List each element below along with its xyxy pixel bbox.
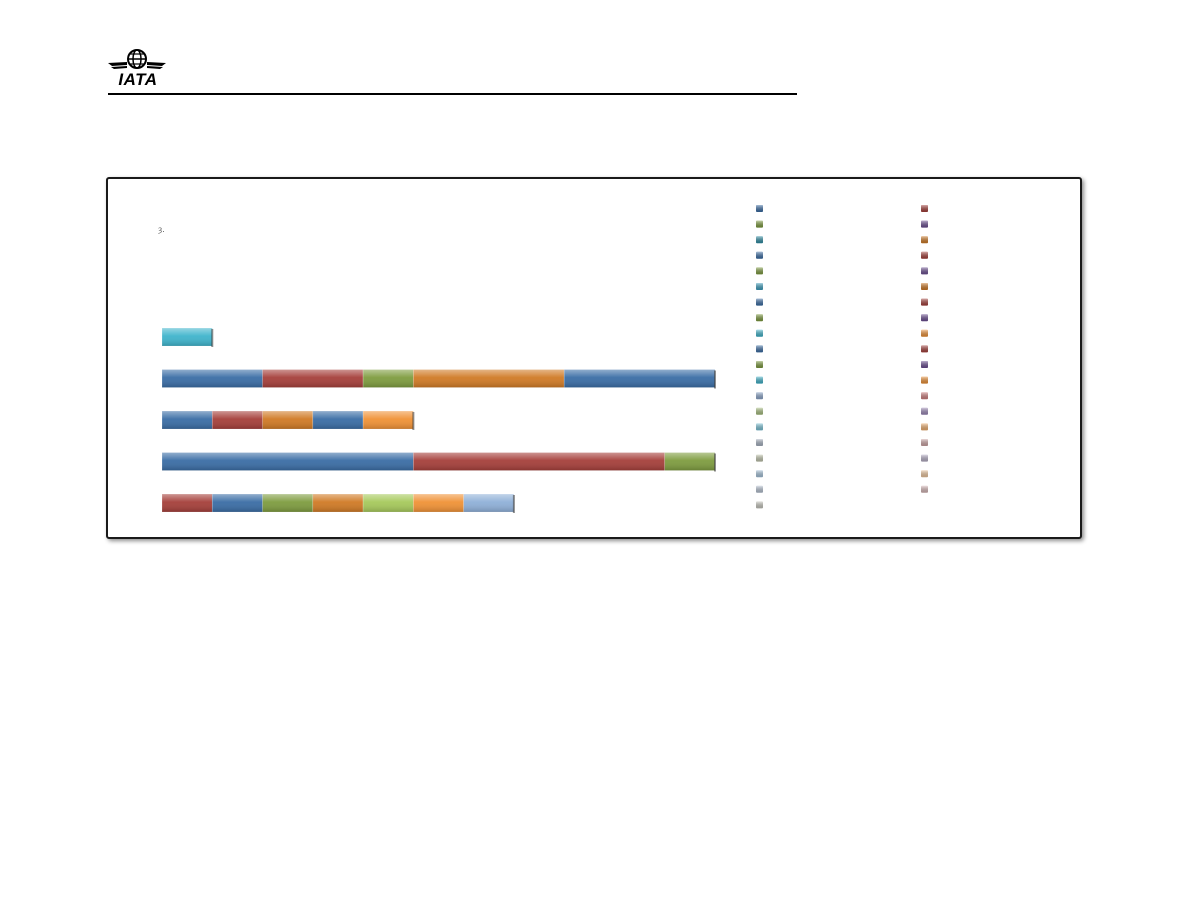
bar-row-1 — [162, 328, 213, 347]
legend-marker-gloss — [756, 330, 763, 337]
legend-marker-gloss — [756, 252, 763, 259]
legend-marker-gloss — [921, 377, 928, 384]
bar-segment-gloss — [313, 494, 363, 512]
bar-segment-gloss — [363, 494, 413, 512]
bar-segment-gloss — [313, 411, 363, 429]
legend-marker-gloss — [921, 470, 928, 477]
bar-segment-gloss — [564, 370, 715, 388]
bar-end-shadow — [513, 495, 515, 513]
legend-marker-gloss — [756, 236, 763, 243]
bar-segment-gloss — [162, 370, 263, 388]
bar-row-3 — [162, 411, 414, 430]
legend-marker-gloss — [756, 221, 763, 228]
legend-marker-gloss — [756, 439, 763, 446]
legend-marker-gloss — [921, 423, 928, 430]
bar-end-shadow — [714, 454, 716, 472]
legend-marker-gloss — [921, 455, 928, 462]
bar-segment-gloss — [464, 494, 514, 512]
bar-segment-gloss — [162, 494, 212, 512]
bar-segment-gloss — [363, 411, 413, 429]
legend-marker-gloss — [756, 314, 763, 321]
bar-segment-gloss — [413, 370, 564, 388]
bar-segment-gloss — [263, 494, 313, 512]
bar-segment-gloss — [413, 453, 664, 471]
bar-segment-gloss — [413, 494, 463, 512]
legend-marker-gloss — [756, 486, 763, 493]
legend-marker-gloss — [921, 439, 928, 446]
legend-marker-gloss — [921, 283, 928, 290]
legend-marker-gloss — [756, 377, 763, 384]
bar-row-4 — [162, 453, 716, 472]
legend-marker-gloss — [921, 252, 928, 259]
bar-segment-gloss — [263, 370, 364, 388]
legend-marker-gloss — [921, 345, 928, 352]
corner-note: ȝ. — [158, 225, 165, 234]
bar-segment-gloss — [263, 411, 313, 429]
bar-segment-gloss — [212, 411, 262, 429]
bar-segment-gloss — [162, 411, 212, 429]
legend-marker-gloss — [756, 501, 763, 508]
bar-segment-gloss — [212, 494, 262, 512]
legend-marker-gloss — [756, 455, 763, 462]
legend-marker-gloss — [756, 423, 763, 430]
legend-marker-gloss — [756, 267, 763, 274]
legend-marker-gloss — [756, 361, 763, 368]
legend-marker-gloss — [921, 299, 928, 306]
legend-marker-gloss — [756, 392, 763, 399]
legend-marker-gloss — [756, 408, 763, 415]
legend-marker-gloss — [756, 299, 763, 306]
legend-marker-gloss — [921, 486, 928, 493]
legend-marker-gloss — [921, 408, 928, 415]
bar-segment-gloss — [665, 453, 715, 471]
legend-marker-gloss — [756, 205, 763, 212]
bar-segment-gloss — [162, 328, 212, 346]
legend-marker-gloss — [756, 470, 763, 477]
legend-marker-gloss — [756, 283, 763, 290]
legend-marker-gloss — [921, 392, 928, 399]
bar-segment-gloss — [363, 370, 413, 388]
logo-text: IATA — [118, 70, 158, 89]
bar-row-2 — [162, 370, 716, 389]
legend-marker-gloss — [921, 267, 928, 274]
bar-end-shadow — [412, 412, 414, 430]
legend-marker-gloss — [921, 205, 928, 212]
bar-row-5 — [162, 494, 515, 513]
bar-end-shadow — [211, 329, 213, 347]
legend-marker-gloss — [921, 236, 928, 243]
bar-end-shadow — [714, 371, 716, 389]
legend-marker-gloss — [921, 314, 928, 321]
legend-marker-gloss — [921, 221, 928, 228]
legend-marker-gloss — [921, 361, 928, 368]
legend-marker-gloss — [921, 330, 928, 337]
legend-marker-gloss — [756, 345, 763, 352]
bar-segment-gloss — [162, 453, 413, 471]
